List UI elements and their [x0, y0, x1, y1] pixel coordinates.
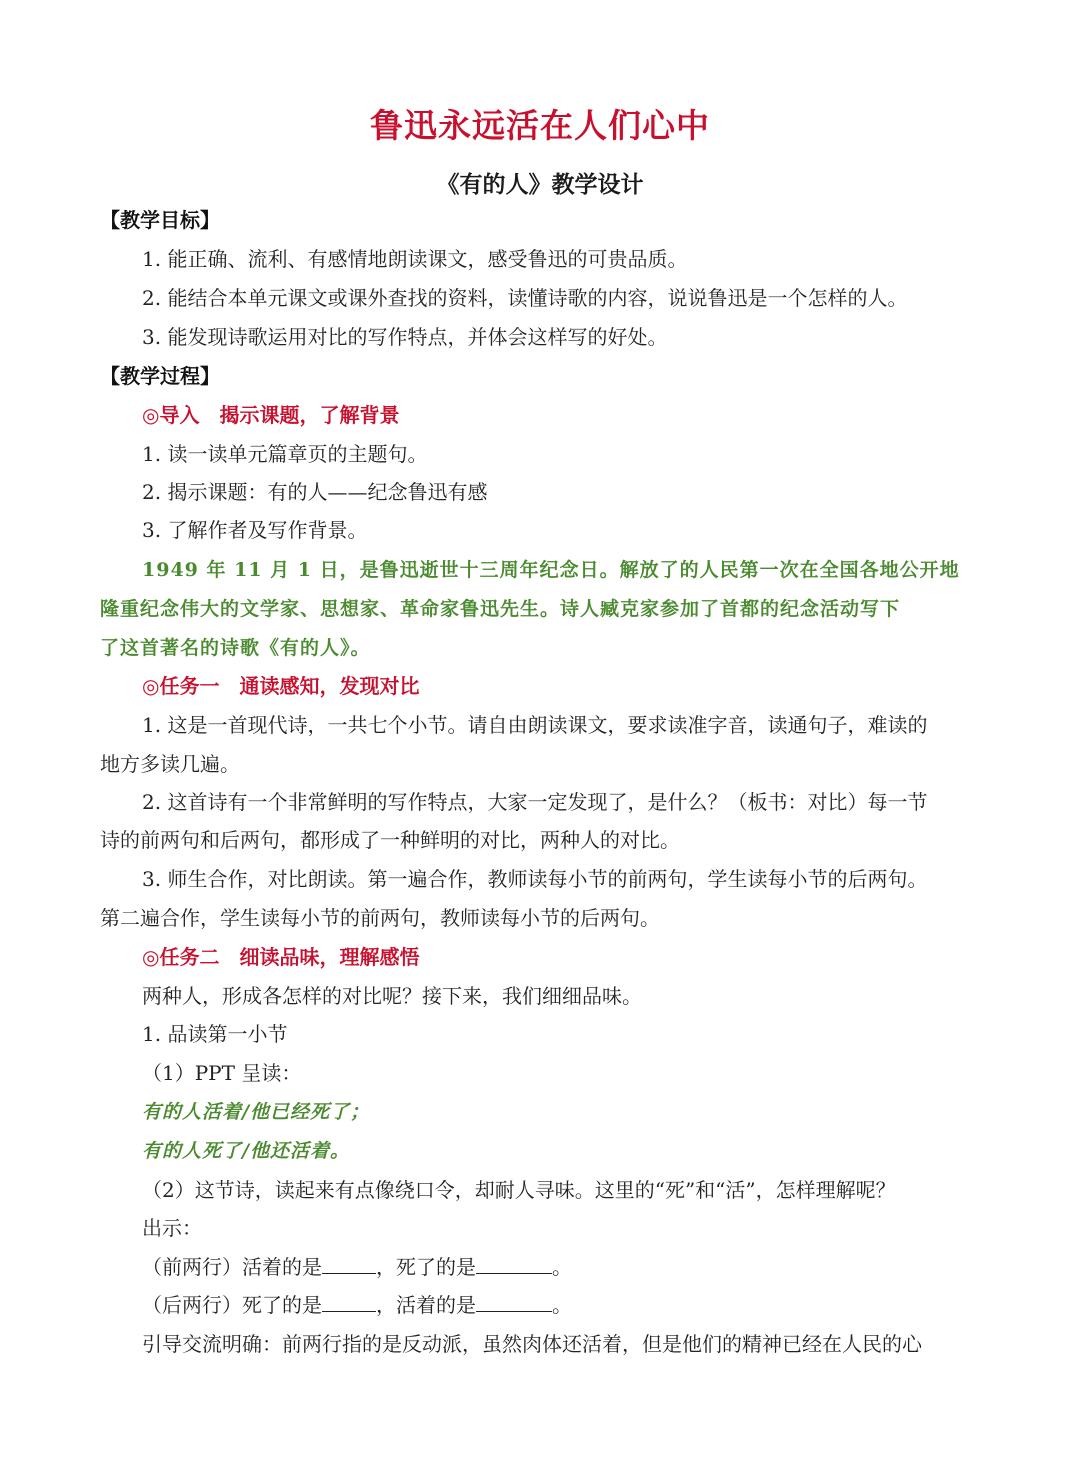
paragraph-line: 地方多读几遍。 [100, 752, 240, 776]
poem-line: 有的人活着/他已经死了； [142, 1101, 370, 1123]
list-item: 2. 揭示课题：有的人——纪念鲁迅有感 [142, 480, 488, 504]
intro-heading: ◎导入 揭示课题，了解背景 [142, 403, 400, 427]
list-item: 1. 读一读单元篇章页的主题句。 [142, 442, 428, 466]
fill-label: 。 [552, 1293, 572, 1317]
fill-label: ，死了的是 [376, 1255, 476, 1279]
page-title: 鲁迅永远活在人们心中 [370, 106, 710, 145]
task2-heading: ◎任务二 细读品味，理解感悟 [142, 945, 420, 969]
goal-item: 1. 能正确、流利、有感情地朗读课文，感受鲁迅的可贵品质。 [142, 247, 688, 271]
paragraph-line: （2）这节诗，读起来有点像绕口令，却耐人寻味。这里的“死”和“活”，怎样理解呢？ [142, 1178, 896, 1202]
sub-heading: 1. 品读第一小节 [142, 1022, 288, 1046]
page-subtitle: 《有的人》教学设计 [436, 172, 644, 198]
fill-label: ，活着的是 [376, 1293, 476, 1317]
goals-heading: 【教学目标】 [100, 208, 220, 232]
background-text: 1949 年 11 月 1 日，是鲁迅逝世十三周年纪念日。解放了的人民第一次在全国各地公开地 [142, 559, 960, 581]
process-heading: 【教学过程】 [100, 364, 220, 388]
blank-field [322, 1293, 376, 1312]
goal-item: 3. 能发现诗歌运用对比的写作特点，并体会这样写的好处。 [142, 325, 668, 349]
blank-field [322, 1255, 376, 1274]
paragraph-line: 2. 这首诗有一个非常鲜明的写作特点，大家一定发现了，是什么？（板书：对比）每一节 [142, 790, 928, 814]
blank-field [476, 1255, 552, 1274]
paragraph-line: 出示： [142, 1216, 202, 1240]
goal-item: 2. 能结合本单元课文或课外查找的资料，读懂诗歌的内容，说说鲁迅是一个怎样的人。 [142, 286, 908, 310]
background-text: 了这首著名的诗歌《有的人》。 [100, 637, 371, 659]
blank-field [476, 1293, 552, 1312]
paragraph-line: 两种人，形成各怎样的对比呢？接下来，我们细细品味。 [142, 984, 642, 1008]
paragraph-line: 1. 这是一首现代诗，一共七个小节。请自由朗读课文，要求读准字音，读通句子，难读的 [142, 713, 928, 737]
paragraph-line: 3. 师生合作，对比朗读。第一遍合作，教师读每小节的前两句，学生读每小节的后两句。 [142, 867, 928, 891]
poem-line: 有的人死了/他还活着。 [142, 1140, 350, 1162]
list-item: 3. 了解作者及写作背景。 [142, 518, 368, 542]
fill-label: （后两行）死了的是 [142, 1293, 322, 1317]
background-text: 隆重纪念伟大的文学家、思想家、革命家鲁迅先生。诗人臧克家参加了首都的纪念活动写下 [100, 598, 901, 620]
paragraph-line: 第二遍合作，学生读每小节的前两句，教师读每小节的后两句。 [100, 906, 660, 930]
task1-heading: ◎任务一 通读感知，发现对比 [142, 674, 420, 698]
fill-label: 。 [552, 1255, 572, 1279]
fill-in-line [142, 1255, 572, 1279]
fill-in-line [142, 1293, 572, 1317]
fill-label: （前两行）活着的是 [142, 1255, 322, 1279]
paragraph-line: 引导交流明确：前两行指的是反动派，虽然肉体还活着，但是他们的精神已经在人民的心 [142, 1332, 922, 1356]
paragraph-line: 诗的前两句和后两句，都形成了一种鲜明的对比，两种人的对比。 [100, 828, 680, 852]
paragraph-line: （1）PPT 呈读： [142, 1061, 302, 1085]
